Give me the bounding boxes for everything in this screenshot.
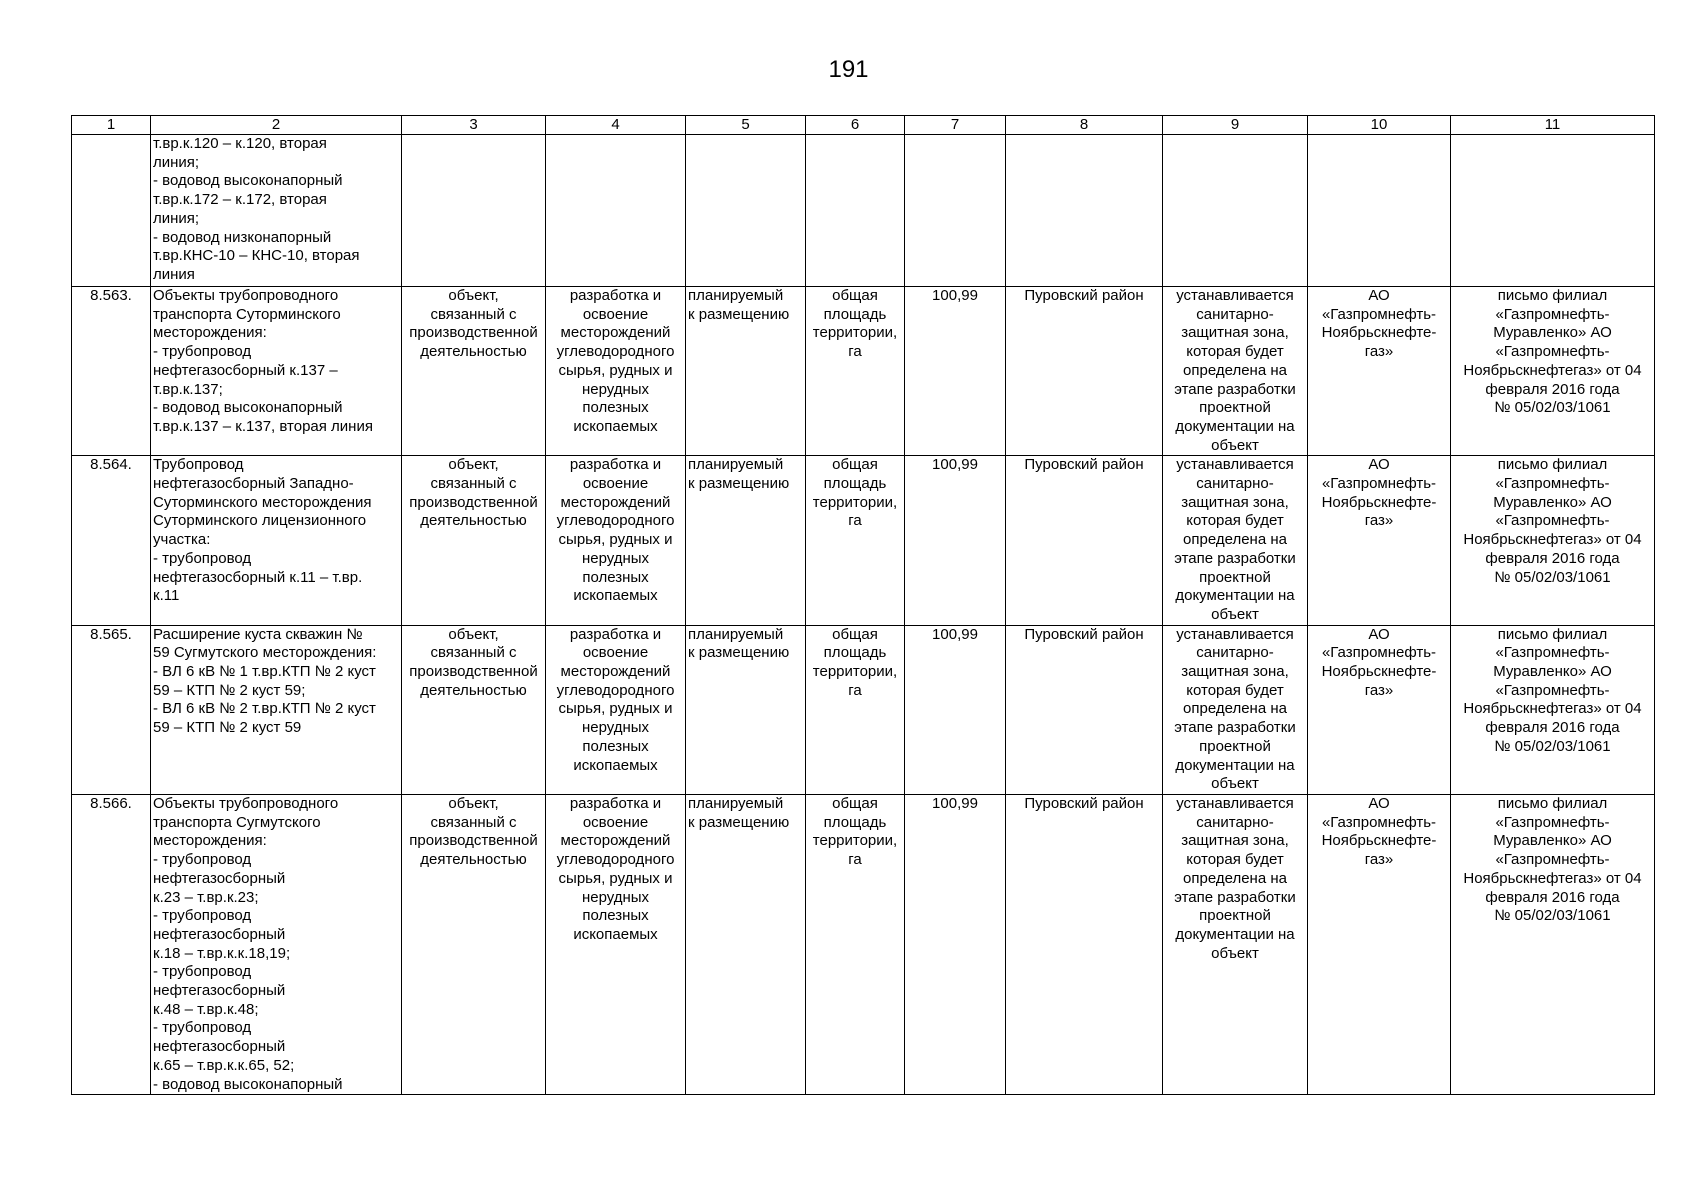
object-type [402,135,546,287]
district: Пуровский район [1006,625,1163,794]
basis-document [1451,135,1655,287]
header-cell: 4 [546,116,686,135]
object-purpose: разработка и освоение месторождений углеводородного сырья, рудных и нерудных полезных ископаемых [546,456,686,625]
row-number: 8.563. [72,287,151,456]
district [1006,135,1163,287]
row-number: 8.566. [72,794,151,1094]
protection-zone [1163,135,1308,287]
header-cell: 7 [905,116,1006,135]
object-name: Объекты трубопроводного транспорта Сугмутского месторождения: - трубопровод нефтегазосборный к.23 – т.вр.к.23; - трубопровод нефтегазосборный к.18 – т.вр.к.к.18,19; - трубопровод нефтегазосборный к.48 – т.вр.к.48; - трубопровод нефтегазосборный к.65 – т.вр.к.к.65, 52; - водовод высоконапорный [151,794,402,1094]
object-type: объект, связанный с производственной деятельностью [402,287,546,456]
header-row [72,116,1655,135]
organization: АО «Газпромнефть- Ноябрьскнефте- газ» [1308,287,1451,456]
header-cell: 11 [1451,116,1655,135]
area-value: 100,99 [905,287,1006,456]
protection-zone: устанавливается санитарно- защитная зона, которая будет определена на этапе разработки проектной документации на объект [1163,287,1308,456]
basis-document: письмо филиал «Газпромнефть- Муравленко» АО «Газпромнефть- Ноябрьскнефтегаз» от 04 февраля 2016 года № 05/02/03/1061 [1451,287,1655,456]
basis-document: письмо филиал «Газпромнефть- Муравленко» АО «Газпромнефть- Ноябрьскнефтегаз» от 04 февраля 2016 года № 05/02/03/1061 [1451,794,1655,1094]
area-value: 100,99 [905,625,1006,794]
object-name: Трубопровод нефтегазосборный Западно- Суторминского месторождения Суторминского лицензионного участка: - трубопровод нефтегазосборный к.11 – т.вр. к.11 [151,456,402,625]
characteristic: общая площадь территории, га [806,287,905,456]
table-row [72,287,1655,456]
organization: АО «Газпромнефть- Ноябрьскнефте- газ» [1308,456,1451,625]
characteristic: общая площадь территории, га [806,794,905,1094]
area-value: 100,99 [905,456,1006,625]
basis-document: письмо филиал «Газпромнефть- Муравленко» АО «Газпромнефть- Ноябрьскнефтегаз» от 04 февраля 2016 года № 05/02/03/1061 [1451,456,1655,625]
organization: АО «Газпромнефть- Ноябрьскнефте- газ» [1308,794,1451,1094]
object-purpose: разработка и освоение месторождений углеводородного сырья, рудных и нерудных полезных ископаемых [546,794,686,1094]
characteristic: общая площадь территории, га [806,456,905,625]
protection-zone: устанавливается санитарно- защитная зона, которая будет определена на этапе разработки проектной документации на объект [1163,794,1308,1094]
object-purpose: разработка и освоение месторождений углеводородного сырья, рудных и нерудных полезных ископаемых [546,625,686,794]
object-status: планируемый к размещению [686,456,806,625]
object-status: планируемый к размещению [686,794,806,1094]
header-cell: 2 [151,116,402,135]
object-type: объект, связанный с производственной деятельностью [402,625,546,794]
object-status: планируемый к размещению [686,625,806,794]
table-row [72,135,1655,287]
object-purpose: разработка и освоение месторождений углеводородного сырья, рудных и нерудных полезных ископаемых [546,287,686,456]
object-name: Расширение куста скважин № 59 Сугмутского месторождения: - ВЛ 6 кВ № 1 т.вр.КТП № 2 куст 59 – КТП № 2 куст 59; - ВЛ 6 кВ № 2 т.вр.КТП № 2 куст 59 – КТП № 2 куст 59 [151,625,402,794]
area-value [905,135,1006,287]
protection-zone: устанавливается санитарно- защитная зона, которая будет определена на этапе разработки проектной документации на объект [1163,625,1308,794]
header-cell: 5 [686,116,806,135]
header-cell: 10 [1308,116,1451,135]
header-cell: 8 [1006,116,1163,135]
row-number [72,135,151,287]
organization: АО «Газпромнефть- Ноябрьскнефте- газ» [1308,625,1451,794]
header-cell: 3 [402,116,546,135]
row-number: 8.564. [72,456,151,625]
table-row [72,625,1655,794]
object-type: объект, связанный с производственной деятельностью [402,456,546,625]
object-status [686,135,806,287]
basis-document: письмо филиал «Газпромнефть- Муравленко» АО «Газпромнефть- Ноябрьскнефтегаз» от 04 февраля 2016 года № 05/02/03/1061 [1451,625,1655,794]
characteristic: общая площадь территории, га [806,625,905,794]
object-name: Объекты трубопроводного транспорта Суторминского месторождения: - трубопровод нефтегазосборный к.137 – т.вр.к.137; - водовод высоконапорный т.вр.к.137 – к.137, вторая линия [151,287,402,456]
header-cell: 6 [806,116,905,135]
row-number: 8.565. [72,625,151,794]
organization [1308,135,1451,287]
object-status: планируемый к размещению [686,287,806,456]
table-row [72,794,1655,1094]
characteristic [806,135,905,287]
district: Пуровский район [1006,287,1163,456]
object-type: объект, связанный с производственной деятельностью [402,794,546,1094]
object-name: т.вр.к.120 – к.120, вторая линия; - водовод высоконапорный т.вр.к.172 – к.172, вторая линия; - водовод низконапорный т.вр.КНС-10 – КНС-10, вторая линия [151,135,402,287]
header-cell: 9 [1163,116,1308,135]
object-purpose [546,135,686,287]
objects-table [71,115,1655,1095]
district: Пуровский район [1006,794,1163,1094]
page-number: 191 [828,56,869,83]
protection-zone: устанавливается санитарно- защитная зона, которая будет определена на этапе разработки проектной документации на объект [1163,456,1308,625]
area-value: 100,99 [905,794,1006,1094]
header-cell: 1 [72,116,151,135]
table-row [72,456,1655,625]
district: Пуровский район [1006,456,1163,625]
